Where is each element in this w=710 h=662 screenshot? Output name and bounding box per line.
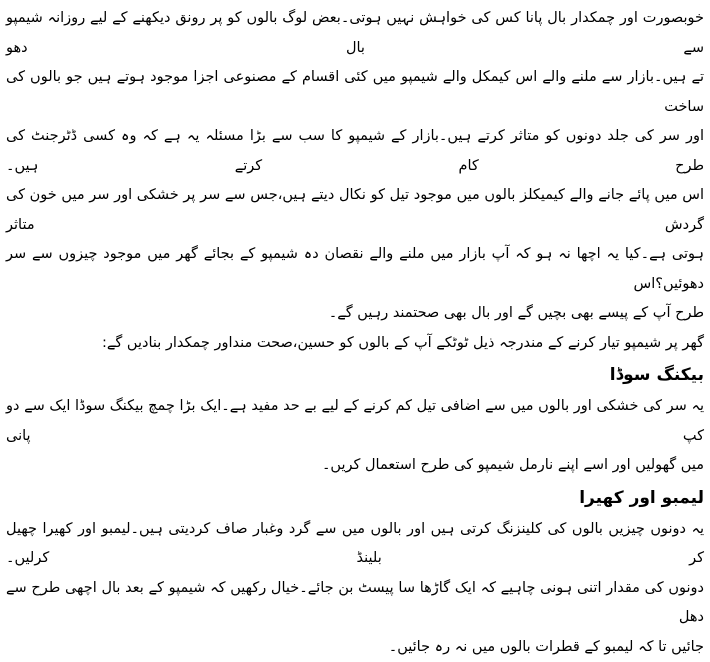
- section-line: دونوں کی مقدار اتنی ہونی چاہیے کہ ایک گاڑھا سا پیسٹ بن جائے۔خیال رکھیں کہ شیمپو کے بعد بال اچھی طرح سے دھل: [6, 574, 704, 633]
- intro-line: اور سر کی جلد دونوں کو متاثر کرتے ہیں۔بازار کے شیمپو کا سب سے بڑا مسئلہ یہ ہے کہ وہ کسی ڈٹرجنٹ کی طرح کام کرتے ہیں۔: [6, 122, 704, 181]
- section-heading-baking-soda: بیکنگ سوڈا: [6, 360, 704, 390]
- intro-lead: [6, 329, 704, 359]
- intro-line: ہوتی ہے۔کیا یہ اچھا نہ ہو کہ آپ بازار میں ملنے والے نقصان دہ شیمپو کے بجائے گھر میں موجود چیزوں سے سر دھوئیں؟اس: [6, 240, 704, 299]
- section-line: یہ سر کی خشکی اور بالوں میں سے اضافی تیل کم کرنے کے لیے بے حد مفید ہے۔ایک بڑا چمچ بیکنگ سوڈا ایک سے دو کپ پانی: [6, 392, 704, 451]
- section-paragraph-baking-soda: [6, 392, 704, 481]
- section-line: میں گھولیں اور اسے اپنے نارمل شیمپو کی طرح استعمال کریں۔: [6, 451, 704, 481]
- intro-paragraph: [6, 4, 704, 329]
- section-line: یہ دونوں چیزیں بالوں کی کلینزنگ کرتی ہیں اور بالوں میں سے گرد وغبار صاف کردیتی ہیں۔لیمبو اور کھیرا چھیل کر بلینڈ کرلیں۔: [6, 515, 704, 574]
- section-heading-lemon-cucumber: لیمبو اور کھیرا: [6, 483, 704, 513]
- section-paragraph-lemon-cucumber: [6, 515, 704, 662]
- intro-line: اس میں پائے جانے والے کیمیکلز بالوں میں موجود تیل کو نکال دیتے ہیں،جس سے سر پر خشکی اور سر میں خون کی گردش متاثر: [6, 181, 704, 240]
- intro-line: خوبصورت اور چمکدار بال پانا کس کی خواہش نہیں ہوتی۔بعض لوگ بالوں کو پر رونق دیکھنے کے لیے روزانہ شیمپو سے بال دھو: [6, 4, 704, 63]
- intro-line: تے ہیں۔بازار سے ملنے والے اس کیمکل والے شیمپو میں کئی اقسام کے مصنوعی اجزا موجود ہوتے ہیں جو بالوں کی ساخت: [6, 63, 704, 122]
- section-line: جائیں تا کہ لیمبو کے قطرات بالوں میں نہ رہ جائیں۔: [6, 633, 704, 662]
- intro-lead-line: گھر پر شیمپو تیار کرنے کے مندرجہ ذیل ٹوٹکے آپ کے بالوں کو حسین،صحت منداور چمکدار بنادیں گے:: [6, 329, 704, 359]
- intro-line: طرح آپ کے پیسے بھی بچیں گے اور بال بھی صحتمند رہیں گے۔: [6, 299, 704, 329]
